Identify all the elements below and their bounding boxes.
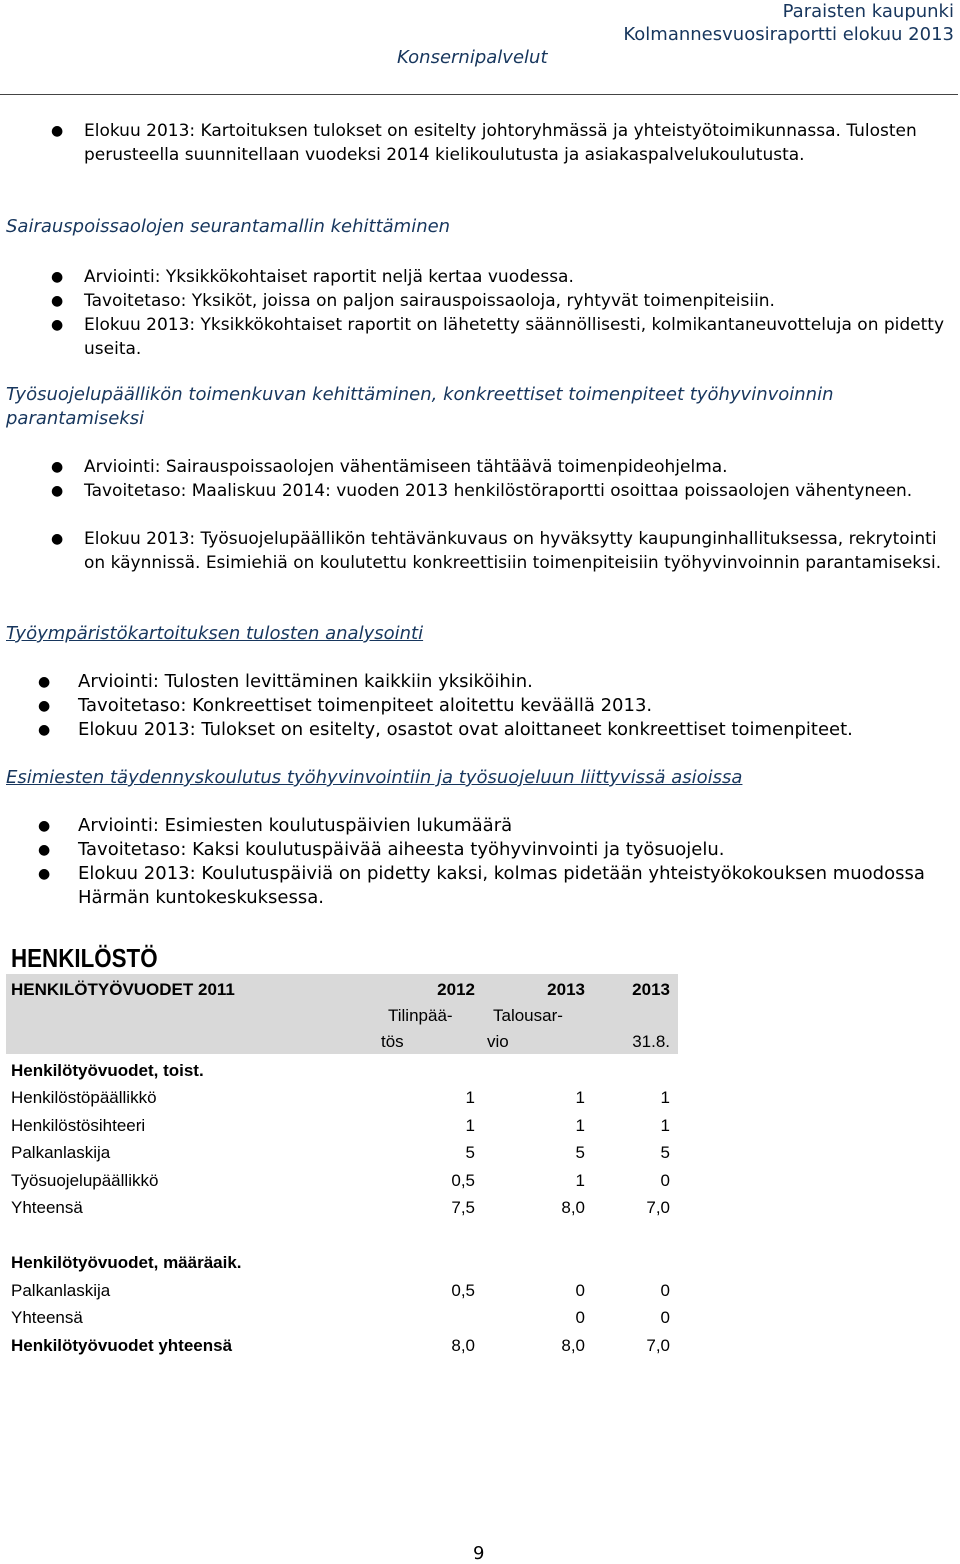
cell-2012: 5: [465, 1143, 475, 1162]
bullet-icon: ●: [51, 293, 64, 309]
row-label: Työsuojelupäällikkö: [11, 1171, 159, 1190]
cell-2013-budget: 5: [575, 1143, 585, 1162]
staff-title: HENKILÖSTÖ: [11, 943, 158, 973]
list-item: Arviointi: Sairauspoissaolojen vähentämiseen tähtäävä toimenpideohjelma.: [84, 457, 728, 477]
col-sub-2013-aug: 31.8.: [632, 1032, 670, 1051]
cell-2013-aug: 0: [660, 1171, 670, 1190]
cell-2013-aug: 1: [660, 1088, 670, 1107]
row-label: Palkanlaskija: [11, 1281, 111, 1300]
bullet-icon: ●: [51, 269, 64, 285]
table-title: HENKILÖTYÖVUODET 2011: [11, 980, 235, 999]
section-heading: Työsuojelupäällikön toimenkuvan kehittäminen, konkreettiset toimenpiteet työhyvinvoinnin parantamiseksi: [6, 384, 834, 429]
bullet-icon: ●: [38, 866, 51, 882]
list-item: Tavoitetaso: Yksiköt, joissa on paljon sairauspoissaoloja, ryhtyvät toimenpiteisiin.: [84, 291, 775, 311]
bullet-icon: ●: [38, 722, 51, 738]
header-section: Konsernipalvelut: [397, 47, 548, 68]
bullet-icon: ●: [51, 459, 64, 475]
col-header-2013-aug: 2013: [632, 980, 670, 999]
col-sub-2013-budget: Talousar-: [493, 1006, 563, 1025]
col-sub-2012: Tilinpää-: [388, 1006, 453, 1025]
row-label: Yhteensä: [11, 1308, 83, 1327]
section-heading-text: Esimiesten täydennyskoulutus työhyvinvointiin ja työsuojeluun liittyvissä asioissa: [6, 767, 743, 788]
total-2013-budget: 8,0: [561, 1336, 585, 1355]
list-item: Arviointi: Yksikkökohtaiset raportit neljä kertaa vuodessa.: [84, 267, 574, 287]
section-heading-text: Työympäristökartoituksen tulosten analysointi: [6, 623, 424, 644]
bullet-icon: ●: [51, 531, 64, 547]
bullet-icon: ●: [51, 483, 64, 499]
cell-2013-aug: 7,0: [646, 1198, 670, 1217]
cell-2013-budget: 1: [575, 1171, 585, 1190]
list-item: Arviointi: Esimiesten koulutuspäivien lukumäärä: [78, 815, 513, 836]
total-2013-aug: 7,0: [646, 1336, 670, 1355]
list-item: Elokuu 2013: Tulokset on esitelty, osastot ovat aloittaneet konkreettiset toimenpiteet.: [78, 719, 853, 740]
header-organization: Paraisten kaupunki: [782, 1, 954, 22]
cell-2012: 1: [465, 1088, 475, 1107]
row-label: Henkilöstösihteeri: [11, 1116, 146, 1135]
col-header-2012: 2012: [437, 980, 475, 999]
header-divider: [0, 94, 958, 95]
list-item: Arviointi: Tulosten levittäminen kaikkiin yksiköihin.: [78, 671, 533, 692]
cell-2012: 0,5: [451, 1281, 475, 1300]
section-heading: [6, 766, 946, 790]
cell-2013-budget: 0: [575, 1281, 585, 1300]
row-label: Yhteensä: [11, 1198, 83, 1217]
section-heading: Sairauspoissaolojen seurantamallin kehittäminen: [6, 216, 451, 237]
cell-2013-aug: 0: [660, 1308, 670, 1327]
row-label: Henkilöstöpäällikkö: [11, 1088, 157, 1107]
page-number: 9: [473, 1543, 485, 1564]
bullet-icon: ●: [38, 674, 51, 690]
list-item: Elokuu 2013: Työsuojelupäällikön tehtävänkuvaus on hyväksytty kaupunginhallituksessa, rekrytointi on käynnissä. Esimiehiä on koulutettu konkreettisiin toimenpiteisiin työhyvinvoinnin parantamiseksi.: [84, 529, 942, 573]
cell-2013-budget: 0: [575, 1308, 585, 1327]
total-row-label: Henkilötyövuodet yhteensä: [11, 1336, 233, 1355]
cell-2012: 7,5: [451, 1198, 475, 1217]
bullet-icon: ●: [51, 123, 64, 139]
cell-2013-budget: 1: [575, 1116, 585, 1135]
total-2012: 8,0: [451, 1336, 475, 1355]
cell-2012: 0,5: [451, 1171, 475, 1190]
cell-2013-budget: 1: [575, 1088, 585, 1107]
bullet-icon: ●: [38, 698, 51, 714]
col-header-2013-budget: 2013: [547, 980, 585, 999]
list-item: Elokuu 2013: Koulutuspäiviä on pidetty kaksi, kolmas pidetään yhteistyökokouksen muodossa Härmän kuntokeskuksessa.: [78, 863, 925, 908]
list-item: Elokuu 2013: Yksikkökohtaiset raportit on lähetetty säännöllisesti, kolmikantaneuvotteluja on pidetty useita.: [84, 315, 945, 359]
col-sub-2013-budget: vio: [487, 1032, 509, 1051]
header-report-title: Kolmannesvuosiraportti elokuu 2013: [623, 24, 954, 45]
col-sub-2012: tös: [381, 1032, 404, 1051]
list-item: Tavoitetaso: Konkreettiset toimenpiteet aloitettu keväällä 2013.: [78, 695, 653, 716]
list-item: Tavoitetaso: Kaksi koulutuspäivää aiheesta työhyvinvointi ja työsuojelu.: [78, 839, 725, 860]
cell-2013-aug: 5: [660, 1143, 670, 1162]
group-heading: Henkilötyövuodet, määräaik.: [11, 1253, 242, 1272]
row-label: Palkanlaskija: [11, 1143, 111, 1162]
cell-2013-aug: 0: [660, 1281, 670, 1300]
list-item: Elokuu 2013: Kartoituksen tulokset on esitelty johtoryhmässä ja yhteistyötoimikunnassa. Tulosten perusteella suunnitellaan vuodeksi 2014 kielikoulutusta ja asiakaspalvelukoulutusta.: [84, 121, 917, 165]
bullet-icon: ●: [51, 317, 64, 333]
cell-2012: 1: [465, 1116, 475, 1135]
bullet-icon: ●: [38, 818, 51, 834]
section-heading: [6, 622, 946, 646]
group-heading: Henkilötyövuodet, toist.: [11, 1061, 204, 1080]
list-item: Tavoitetaso: Maaliskuu 2014: vuoden 2013 henkilöstöraportti osoittaa poissaolojen vähentyneen.: [84, 481, 913, 501]
cell-2013-aug: 1: [660, 1116, 670, 1135]
cell-2013-budget: 8,0: [561, 1198, 585, 1217]
bullet-icon: ●: [38, 842, 51, 858]
